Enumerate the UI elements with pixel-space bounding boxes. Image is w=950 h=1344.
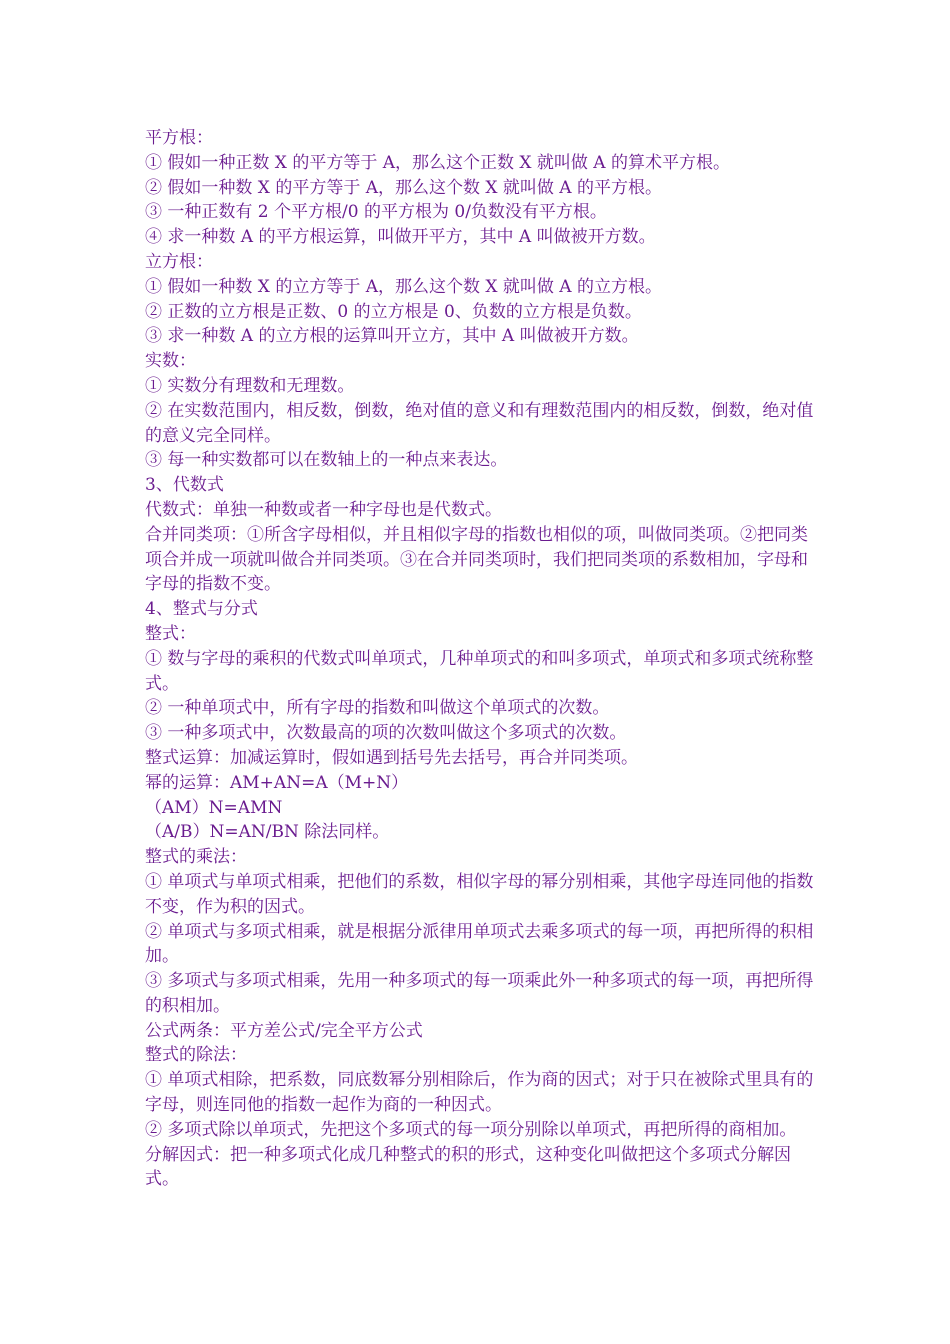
paragraph: 整式运算：加减运算时，假如遇到括号先去括号，再合并同类项。 <box>145 747 638 768</box>
paragraph: （A/B）N=AN/BN 除法同样。 <box>145 822 390 843</box>
paragraph: ④ 求一种数 A 的平方根运算，叫做开平方，其中 A 叫做被开方数。 <box>145 227 656 248</box>
heading-cube-root: 立方根： <box>145 251 213 272</box>
paragraph: ③ 多项式与多项式相乘，先用一种多项式的每一项乘此外一种多项式的每一项，再把所得的积相加。 <box>145 971 814 1016</box>
paragraph: 分解因式：把一种多项式化成几种整式的积的形式，这种变化叫做把这个多项式分解因式。 <box>145 1144 791 1190</box>
heading-real-numbers: 实数： <box>145 351 196 372</box>
document-body <box>145 126 817 1192</box>
paragraph: ③ 一种多项式中，次数最高的项的次数叫做这个多项式的次数。 <box>145 723 627 744</box>
paragraph: ② 正数的立方根是正数、0 的立方根是 0、负数的立方根是负数。 <box>145 301 642 322</box>
paragraph: ① 单项式与单项式相乘，把他们的系数，相似字母的幂分别相乘，其他字母连同他的指数不变，作为积的因式。 <box>145 871 814 917</box>
paragraph: 幂的运算：AM+AN=A（M+N） <box>145 772 409 793</box>
paragraph: ③ 一种正数有 2 个平方根/0 的平方根为 0/负数没有平方根。 <box>145 202 607 223</box>
paragraph: ③ 每一种实数都可以在数轴上的一种点来表达。 <box>145 450 508 471</box>
paragraph: ② 多项式除以单项式，先把这个多项式的每一项分别除以单项式，再把所得的商相加。 <box>145 1119 797 1140</box>
paragraph: 公式两条：平方差公式/完全平方公式 <box>145 1020 423 1041</box>
heading-multiplication: 整式的乘法： <box>145 847 247 868</box>
paragraph: ① 假如一种数 X 的立方等于 A，那么这个数 X 就叫做 A 的立方根。 <box>145 276 662 297</box>
paragraph: ② 在实数范围内，相反数，倒数，绝对值的意义和有理数范围内的相反数，倒数，绝对值的意义完全同样。 <box>145 400 814 446</box>
paragraph: ① 数与字母的乘积的代数式叫单项式，几种单项式的和叫多项式，单项式和多项式统称整式。 <box>145 648 814 694</box>
heading-polynomials: 整式： <box>145 623 196 644</box>
section-heading-algebraic-expressions: 3、代数式 <box>145 475 224 496</box>
paragraph: 代数式：单独一种数或者一种字母也是代数式。 <box>145 499 502 520</box>
section-heading-polynomials-fractions: 4、整式与分式 <box>145 599 258 620</box>
paragraph: 合并同类项：①所含字母相似，并且相似字母的指数也相似的项，叫做同类项。②把同类项合并成一项就叫做合并同类项。③在合并同类项时，我们把同类项的系数相加，字母和字母的指数不变。 <box>145 524 808 595</box>
heading-square-root: 平方根： <box>145 128 213 148</box>
paragraph: ① 实数分有理数和无理数。 <box>145 375 355 396</box>
paragraph: ② 单项式与多项式相乘，就是根据分派律用单项式去乘多项式的每一项，再把所得的积相加。 <box>145 921 814 967</box>
paragraph: ① 假如一种正数 X 的平方等于 A，那么这个正数 X 就叫做 A 的算术平方根。 <box>145 152 730 173</box>
paragraph: ② 一种单项式中，所有字母的指数和叫做这个单项式的次数。 <box>145 698 610 719</box>
paragraph: ② 假如一种数 X 的平方等于 A，那么这个数 X 就叫做 A 的平方根。 <box>145 177 662 198</box>
heading-division: 整式的除法： <box>145 1045 247 1066</box>
paragraph: （AM）N=AMN <box>145 797 283 818</box>
paragraph: ③ 求一种数 A 的立方根的运算叫开立方，其中 A 叫做被开方数。 <box>145 326 639 347</box>
paragraph: ① 单项式相除，把系数，同底数幂分别相除后，作为商的因式；对于只在被除式里具有的字母，则连同他的指数一起作为商的一种因式。 <box>145 1070 814 1116</box>
